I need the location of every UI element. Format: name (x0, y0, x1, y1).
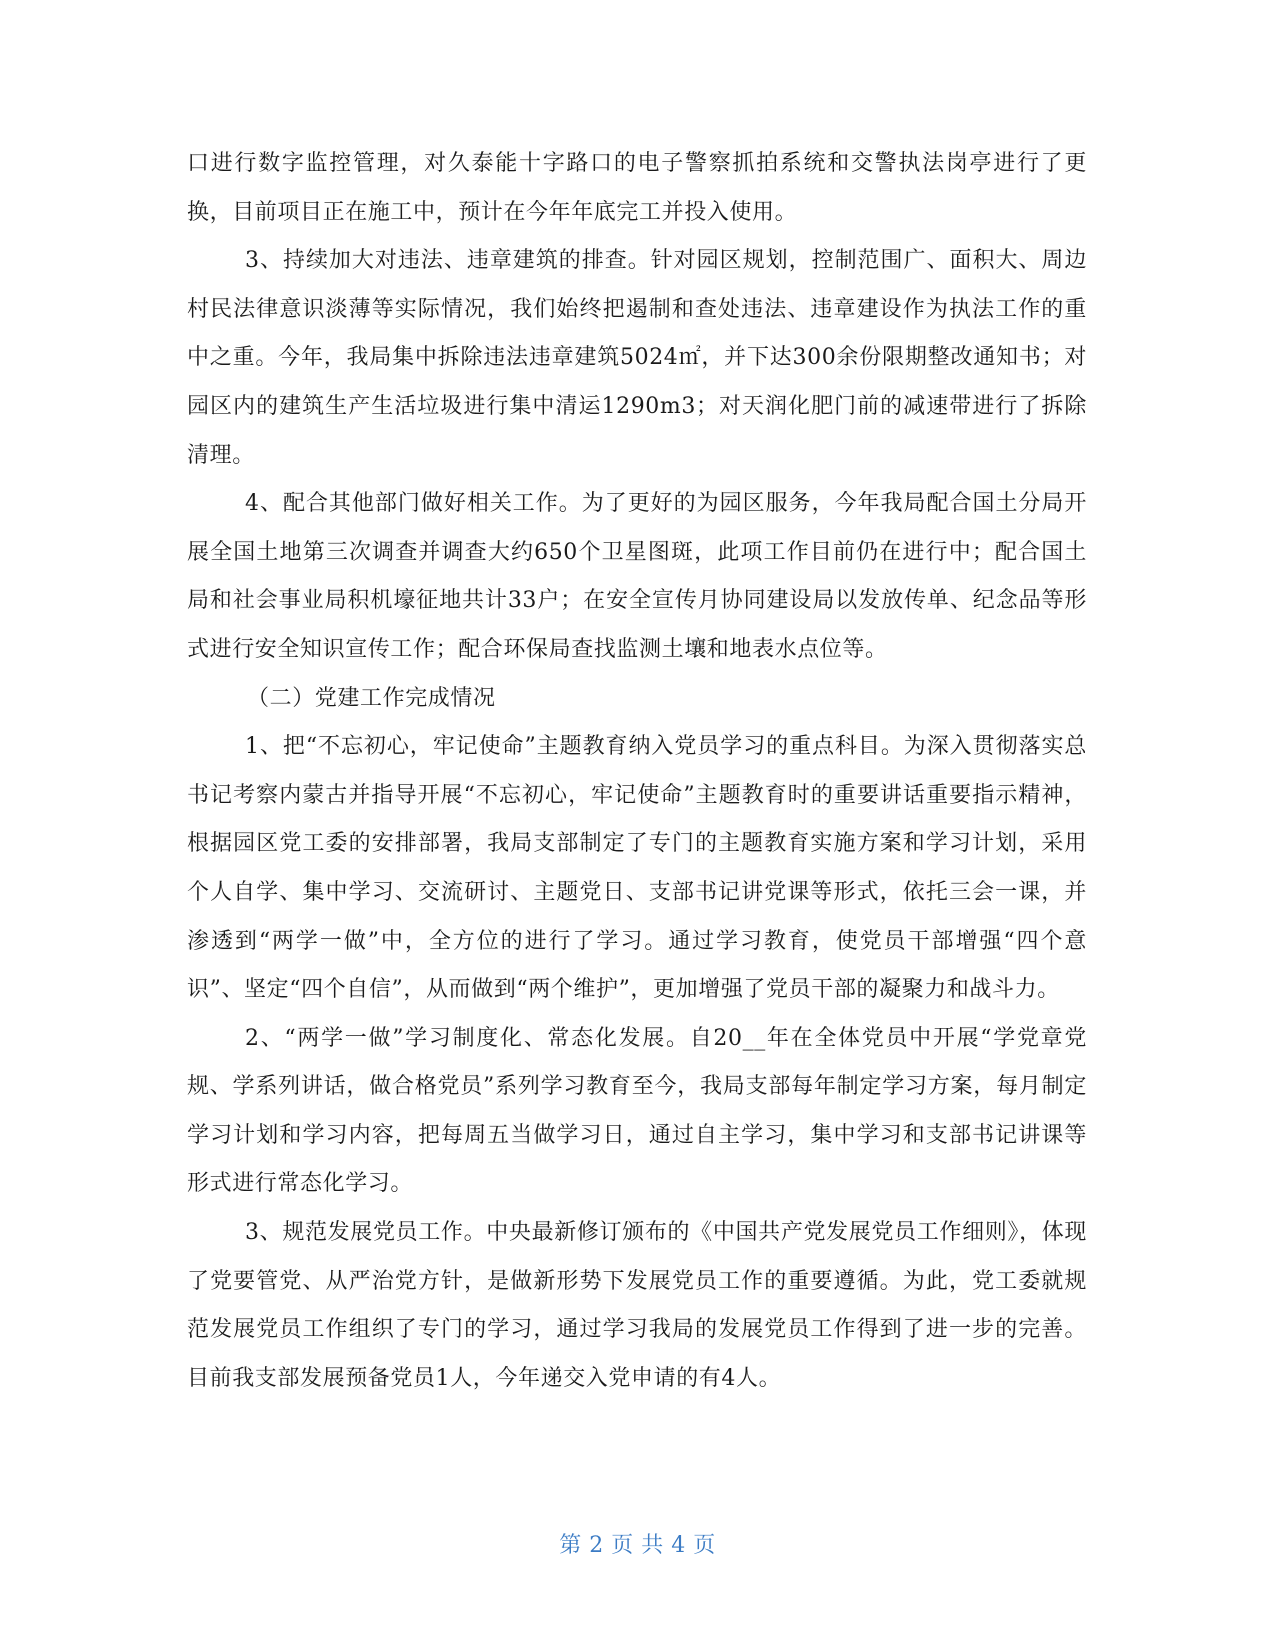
page-number-label: 第 2 页 共 4 页 (559, 1533, 716, 1558)
paragraph-party-item-2: 2、“两学一做”学习制度化、常态化发展。自20__年在全体党员中开展“学党章党规、学系列讲话，做合格党员”系列学习教育至今，我局支部每年制定学习方案，每月制定学习计划和学习内容，把每周五当做学习日，通过自主学习，集中学习和支部书记讲课等形式进行常态化学习。 (187, 1025, 1087, 1197)
paragraph-party-item-3: 3、规范发展党员工作。中央最新修订颁布的《中国共产党发展党员工作细则》，体现了党要管党、从严治党方针，是做新形势下发展党员工作的重要遵循。为此，党工委就规范发展党员工作组织了专门的学习，通过学习我局的发展党员工作得到了进一步的完善。目前我支部发展预备党员1人，今年递交入党申请的有4人。 (187, 1220, 1087, 1391)
paragraph-item-4: 4、配合其他部门做好相关工作。为了更好的为园区服务，今年我局配合国土分局开展全国土地第三次调查并调查大约650个卫星图斑，此项工作目前仍在进行中；配合国土局和社会事业局积机壕征地共计33户；在安全宣传月协同建设局以发放传单、纪念品等形式进行安全知识宣传工作；配合环保局查找监测土壤和地表水点位等。 (187, 491, 1087, 662)
paragraph-party-item-1: 1、把“不忘初心，牢记使命”主题教育纳入党员学习的重点科目。为深入贯彻落实总书记考察内蒙古并指导开展“不忘初心，牢记使命”主题教育时的重要讲话重要指示精神，根据园区党工委的安排部署，我局支部制定了专门的主题教育实施方案和学习计划，采用个人自学、集中学习、交流研讨、主题党日、支部书记讲党课等形式，依托三会一课，并渗透到“两学一做”中，全方位的进行了学习。通过学习教育，使党员干部增强“四个意识”、坚定“四个自信”，从而做到“两个维护”，更加增强了党员干部的凝聚力和战斗力。 (187, 734, 1087, 1003)
page-footer (0, 1528, 1275, 1559)
paragraph-continuation: 口进行数字监控管理，对久泰能十字路口的电子警察抓拍系统和交警执法岗亭进行了更换，目前项目正在施工中，预计在今年年底完工并投入使用。 (187, 151, 1087, 225)
section-heading-party-building: （二）党建工作完成情况 (247, 685, 496, 711)
paragraph-item-3: 3、持续加大对违法、违章建筑的排查。针对园区规划，控制范围广、面积大、周边村民法律意识淡薄等实际情况，我们始终把遏制和查处违法、违章建设作为执法工作的重中之重。今年，我局集中拆除违法违章建筑5024㎡，并下达300余份限期整改通知书；对园区内的建筑生产生活垃圾进行集中清运1290m3；对天润化肥门前的减速带进行了拆除清理。 (187, 248, 1087, 468)
document-body (187, 140, 1087, 1403)
